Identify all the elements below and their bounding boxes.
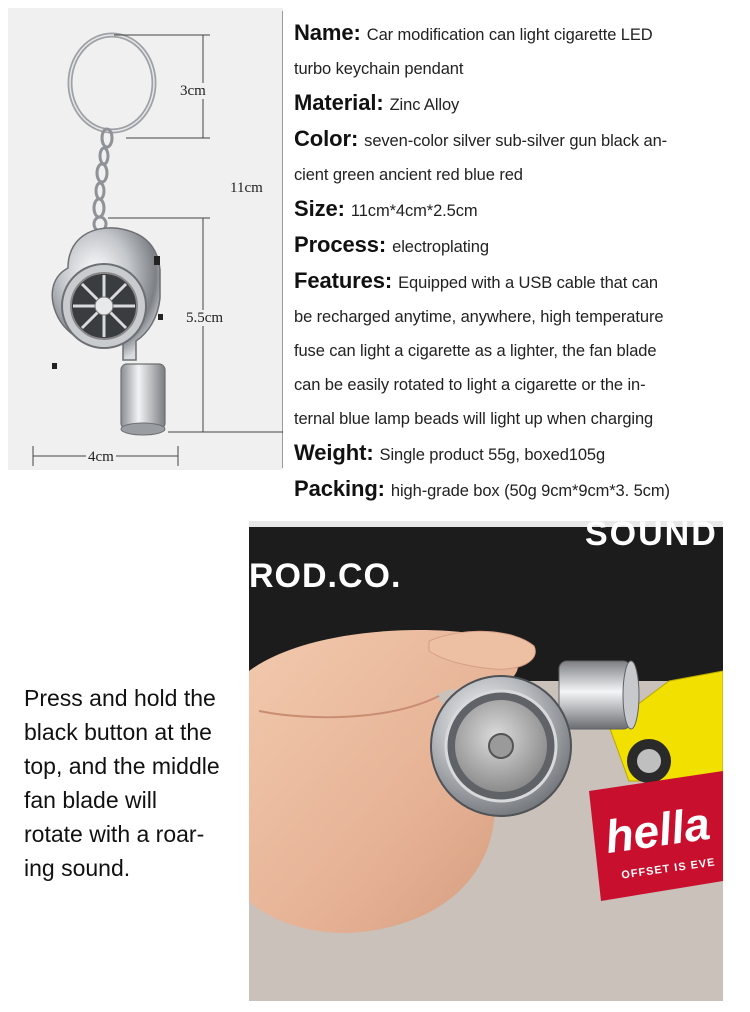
exhaust-pipe <box>121 364 165 429</box>
spec-size <box>294 192 748 228</box>
spec-value: Zinc Alloy <box>389 96 460 114</box>
spec-material <box>294 86 748 122</box>
spec-value: seven-color silver sub-silver gun black an- <box>364 132 668 150</box>
chain <box>94 129 112 231</box>
spec-key: Packing: <box>294 476 385 501</box>
spec-features <box>294 264 748 436</box>
spec-value: Single product 55g, boxed105g <box>379 446 606 464</box>
caption-line: Press and hold the <box>24 685 216 711</box>
spec-key: Features: <box>294 268 393 293</box>
turbo-keychain-illustration <box>8 8 283 470</box>
black-button <box>154 256 160 265</box>
spec-key: Name: <box>294 20 361 45</box>
spec-value: Equipped with a USB cable that can <box>398 274 658 292</box>
caption-line: rotate with a roar- <box>24 821 205 847</box>
caption-line: black button at the <box>24 719 212 745</box>
product-dimension-photo <box>8 8 283 470</box>
spec-value: electroplating <box>392 238 489 256</box>
sign-text-rod: ROD.CO. <box>249 557 402 595</box>
spec-value-continued: be recharged anytime, anywhere, high temperature <box>294 308 664 326</box>
spec-value-continued: can be easily rotated to light a cigarette or the in- <box>294 376 646 394</box>
dimension-ring-label: 3cm <box>180 83 206 99</box>
spec-packing <box>294 472 748 508</box>
spec-key: Material: <box>294 90 384 115</box>
spec-process <box>294 228 748 264</box>
spec-value-continued: ternal blue lamp beads will light up when charging <box>294 410 654 428</box>
spec-name <box>294 16 748 86</box>
sign-text-sound: SOUND <box>585 521 718 553</box>
spec-value: high-grade box (50g 9cm*9cm*3. 5cm) <box>390 482 670 500</box>
photo-exhaust-pipe <box>559 661 631 729</box>
specification-list <box>294 16 748 508</box>
spec-value-continued: fuse can light a cigarette as a lighter, the fan blade <box>294 342 657 360</box>
spec-value-continued: turbo keychain pendant <box>294 60 464 78</box>
caption-line: ing sound. <box>24 855 131 881</box>
dimension-body-label: 5.5cm <box>186 310 224 326</box>
caption-line: top, and the middle <box>24 753 220 779</box>
caption-line: fan blade will <box>24 787 157 813</box>
spec-value: Car modification can light cigarette LED <box>366 26 653 44</box>
spec-key: Weight: <box>294 440 374 465</box>
sticker-subtext: OFFSET IS EVE <box>620 856 717 882</box>
spec-value-continued: cient green ancient red blue red <box>294 166 523 184</box>
dimension-total-label: 11cm <box>230 180 263 196</box>
spec-key: Process: <box>294 232 387 257</box>
sticker-text-hella: hella <box>601 796 713 864</box>
spec-color <box>294 122 748 192</box>
spec-key: Size: <box>294 196 345 221</box>
hand-holding-turbo-photo <box>249 521 723 1001</box>
usage-caption <box>24 681 244 885</box>
dimension-width-label: 4cm <box>88 449 114 465</box>
spec-key: Color: <box>294 126 359 151</box>
spec-weight <box>294 436 748 472</box>
spec-value: 11cm*4cm*2.5cm <box>350 202 478 220</box>
